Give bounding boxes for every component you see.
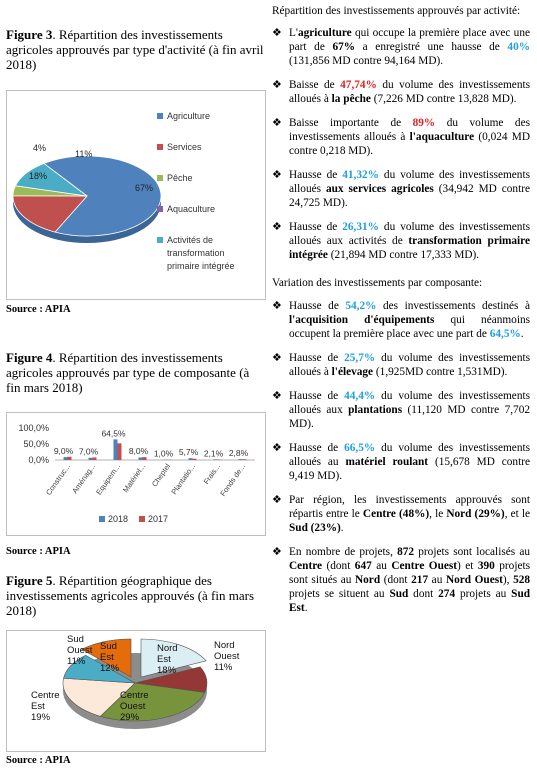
pie-data-label: Sud <box>67 634 84 645</box>
diamond-bullet-icon: ❖ <box>272 221 282 233</box>
diamond-bullet-icon: ❖ <box>272 79 282 91</box>
bullet-elevage: ❖ Hausse de 25,7% du volume des investissements alloués à l'élevage (1,925MD contre 1,531MD). <box>272 352 530 378</box>
x-tick-label: Aménag... <box>70 461 98 496</box>
x-tick-label: Cheptel <box>149 461 173 489</box>
pie-data-label: 67% <box>135 183 154 193</box>
figure-5-source: Source : APIA <box>6 755 71 766</box>
figure-4-caption <box>6 350 264 395</box>
bullet-aquaculture: ❖ Baisse importante de 89% du volume des investissements alloués à l'aquaculture (0,024 MD contre 0,218 MD). <box>272 117 530 157</box>
bar-2018 <box>239 459 243 460</box>
bar-2018 <box>214 459 218 460</box>
figure-5-caption <box>6 573 264 618</box>
bar-data-label: 2,1% <box>203 448 224 459</box>
pie-data-label: Nord <box>157 643 178 654</box>
pie-data-label: 11% <box>67 656 86 667</box>
diamond-bullet-icon: ❖ <box>272 300 282 312</box>
diamond-bullet-icon: ❖ <box>272 494 282 506</box>
pie-data-label: 18% <box>157 665 177 676</box>
pie-data-label: Ouest <box>214 651 240 662</box>
pie-data-label: Ouest <box>120 701 146 712</box>
legend-swatch <box>157 175 163 181</box>
figure-3-title: . Répartition des investissements agricoles approuvés par type d'activité (à fin avril 2018) <box>6 27 264 72</box>
x-tick-label: Plantatio... <box>169 461 198 497</box>
bullet-equipements: ❖ Hausse de 54,2% des investissements destinés à l'acquisition d'équipements qui néanmoins occupent la première place avec une part de 64,5%. <box>272 300 531 340</box>
legend-label: Services <box>167 142 202 152</box>
y-tick-label: 0,0% <box>28 455 49 465</box>
pie-data-label: Sud <box>100 641 117 652</box>
diamond-bullet-icon: ❖ <box>272 169 282 181</box>
legend-label: 2017 <box>148 514 169 524</box>
bar-2017 <box>118 443 122 460</box>
bar-2017 <box>243 459 247 460</box>
bar-2018 <box>114 439 118 460</box>
pie-data-label: 18% <box>29 171 48 181</box>
figure-4-title: . Répartition des investissements agricoles approuvés par type de composante (à fin mars 2018) <box>6 350 250 395</box>
bar-2017 <box>143 457 147 460</box>
right-column <box>272 4 530 615</box>
figure-3-caption <box>6 27 264 72</box>
intro-composante: Variation des investissements par composante: <box>272 277 483 289</box>
diamond-bullet-icon: ❖ <box>272 390 282 402</box>
x-tick-label: Matériel... <box>120 461 148 495</box>
bullet-peche: ❖ Baisse de 47,74% du volume des investissements alloués à la pêche (7,226 MD contre 13,828 MD). <box>272 79 531 105</box>
figure-4-chart <box>6 412 266 536</box>
legend-swatch <box>157 206 163 212</box>
bar-data-label: 7,0% <box>78 446 99 457</box>
bar-2018 <box>64 457 68 460</box>
bullet-services: ❖ Hausse de 41,32% du volume des investissements alloués aux services agricoles (34,942 MD contre 24,725 MD). <box>272 169 530 209</box>
figure-5-title: . Répartition géographique des investissements agricoles approuvés (à fin mars 2018) <box>6 573 255 618</box>
bullet-projets: ❖ En nombre de projets, 872 projets sont localisés au Centre (dont 647 au Centre Ouest) et 390 projets sont situés au Nord (dont 217 au Nord Ouest), 528 projets se situent au Sud dont 274 projets au Sud Est. <box>272 546 531 614</box>
bullet-region: ❖ Par région, les investissements approuvés sont répartis entre le Centre (48%), le Nord (29%), et le Sud (23%). <box>272 494 531 534</box>
bar-data-label: 8,0% <box>128 446 149 457</box>
figure-3-pie <box>7 91 265 299</box>
bar-2017 <box>68 457 72 460</box>
pie-data-label: Ouest <box>67 645 93 656</box>
legend-swatch <box>157 237 163 243</box>
pie-data-label: Est <box>31 701 45 712</box>
legend-label: Activités de <box>167 235 214 245</box>
bar-data-label: 64,5% <box>101 428 126 439</box>
figure-4-number: Figure 4 <box>6 350 53 365</box>
legend-label: Aquaculture <box>167 204 216 214</box>
pie-data-label: Est <box>100 652 114 663</box>
figure-3-number: Figure 3 <box>6 27 53 42</box>
bar-data-label: 5,7% <box>178 447 199 458</box>
bullet-agriculture: ❖ L'agriculture qui occupe la première place avec une part de 67% a enregistré une hausse de 40% (131,856 MD contre 94,164 MD). <box>272 27 531 67</box>
diamond-bullet-icon: ❖ <box>272 352 282 364</box>
pie-data-label: 11% <box>214 662 233 673</box>
bullet-plantations: ❖ Hausse de 44,4% du volume des investissements alloués aux plantations (11,120 MD contre 7,702 MD). <box>272 390 530 430</box>
bullet-transformation: ❖ Hausse de 26,31% du volume des investissements alloués aux activités de transformation primaire intégrée (21,894 MD contre 17,333 MD). <box>272 221 530 261</box>
legend-label: 2018 <box>108 514 129 524</box>
pie-data-label: Centre <box>31 690 60 701</box>
diamond-bullet-icon: ❖ <box>272 27 282 39</box>
bar-2018 <box>189 458 193 460</box>
figure-5-pie <box>7 631 265 751</box>
x-tick-label: Construc... <box>43 461 73 497</box>
x-tick-label: Frais... <box>201 461 223 486</box>
pie-data-label: 19% <box>31 712 51 723</box>
bar-data-label: 1,0% <box>153 448 174 459</box>
legend-label: Agriculture <box>167 111 211 121</box>
y-tick-label: 50,0% <box>23 439 49 449</box>
y-tick-label: 100,0% <box>18 423 49 433</box>
pie-data-label: 29% <box>120 712 140 723</box>
pie-data-label: Nord <box>214 640 235 651</box>
pie-data-label: Est <box>157 654 171 665</box>
bar-data-label: 2,8% <box>228 448 249 459</box>
pie-data-label: 11% <box>75 149 93 159</box>
figure-3-chart <box>6 90 266 300</box>
legend-label: primaire intégrée <box>167 261 235 271</box>
intro-activity: Répartition des investissements approuvés par activité: <box>272 5 521 17</box>
x-tick-label: Equipem... <box>94 461 123 497</box>
legend-swatch <box>139 516 145 522</box>
x-tick-label: Fonds de... <box>218 461 248 498</box>
figure-4-bar-chart <box>7 413 265 535</box>
pie-data-label: Centre <box>120 690 149 701</box>
bar-data-label: 9,0% <box>53 445 74 456</box>
bar-2017 <box>93 457 97 460</box>
legend-label: transformation <box>167 248 225 258</box>
pie-data-label: 4% <box>33 143 47 153</box>
bar-2018 <box>139 457 143 460</box>
diamond-bullet-icon: ❖ <box>272 546 282 558</box>
diamond-bullet-icon: ❖ <box>272 442 282 454</box>
legend-swatch <box>157 113 163 119</box>
figure-3-source: Source : APIA <box>6 304 71 315</box>
legend-label: Pêche <box>167 173 193 183</box>
diamond-bullet-icon: ❖ <box>272 117 282 129</box>
legend-swatch <box>99 516 105 522</box>
figure-4-source: Source : APIA <box>6 546 71 557</box>
pie-data-label: 12% <box>100 663 120 674</box>
figure-5-chart <box>6 630 266 752</box>
figure-5-number: Figure 5 <box>6 573 53 588</box>
legend-swatch <box>157 144 163 150</box>
bullet-materiel: ❖ Hausse de 66,5% du volume des investissements alloués au matériel roulant (15,678 MD contre 9,419 MD). <box>272 442 530 482</box>
bar-2017 <box>193 459 197 460</box>
bar-2018 <box>89 458 93 460</box>
